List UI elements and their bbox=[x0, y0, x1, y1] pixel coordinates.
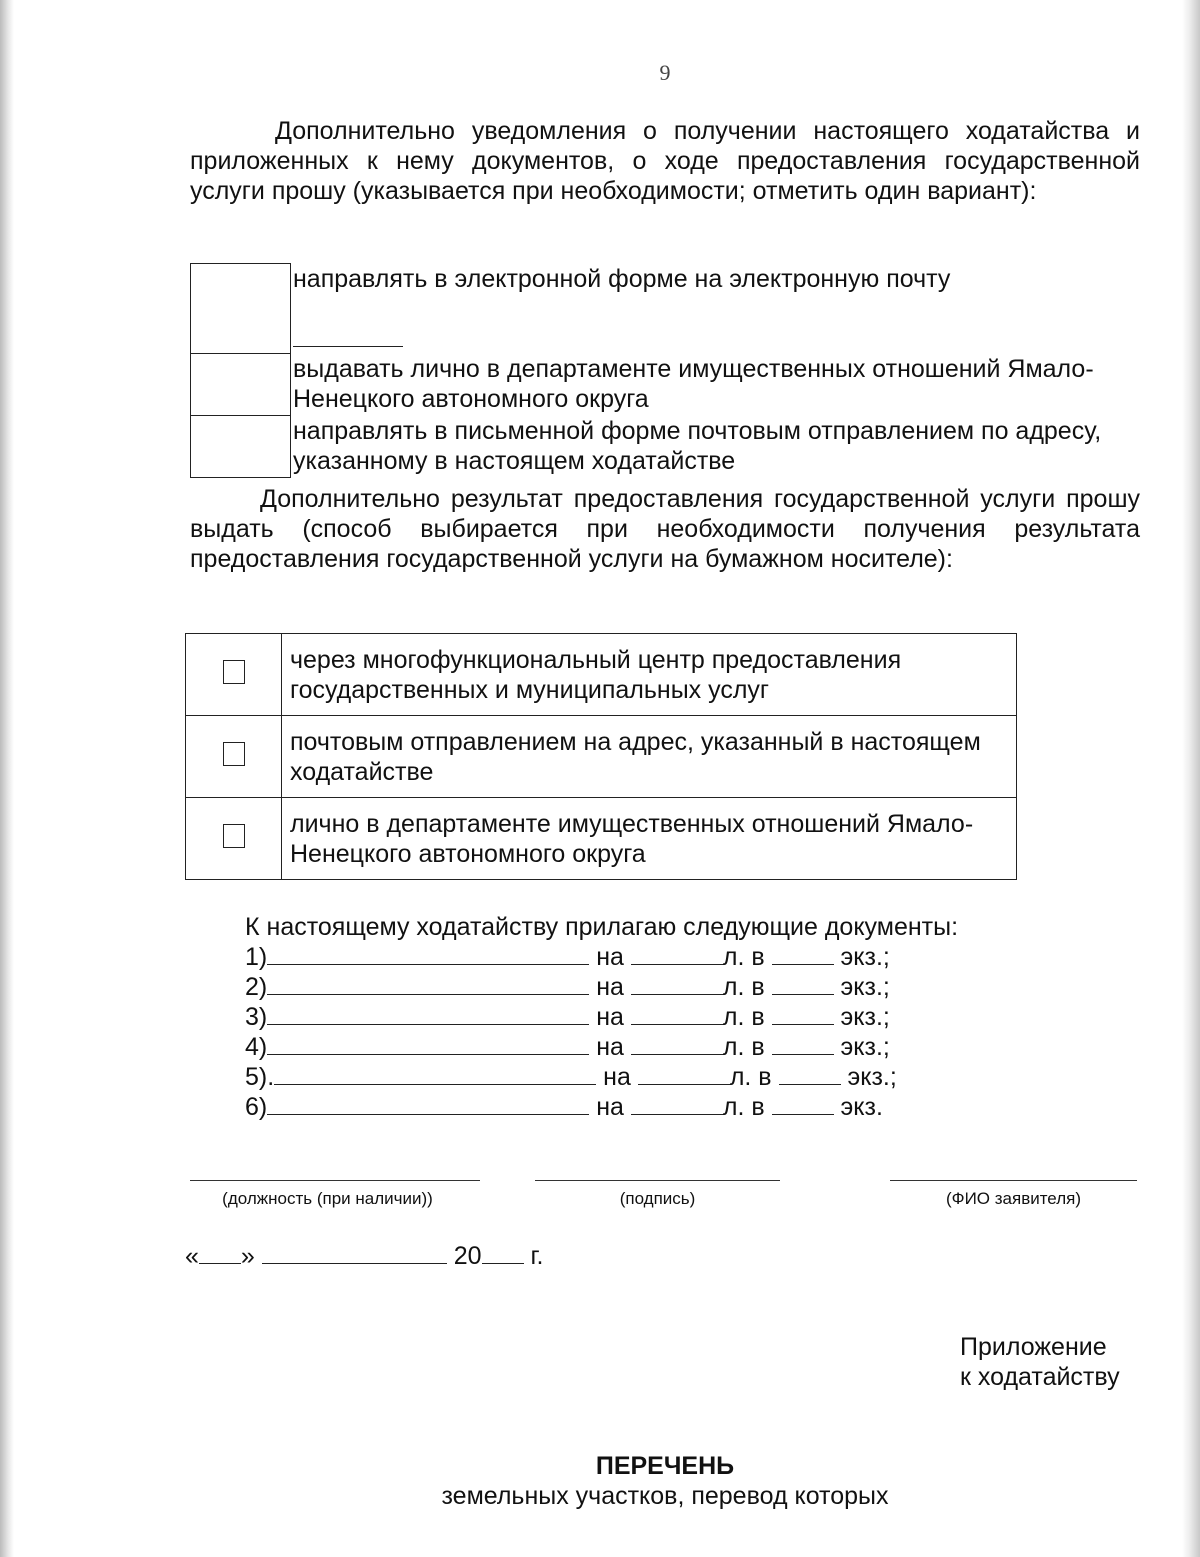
attachment-number: 2) bbox=[245, 973, 268, 1001]
copies-blank[interactable] bbox=[779, 1064, 841, 1085]
document-name-blank[interactable] bbox=[274, 1064, 596, 1085]
attachment-number: 1) bbox=[245, 943, 268, 971]
copies-blank[interactable] bbox=[772, 1094, 834, 1115]
attachment-sheets-label: л. в bbox=[722, 1093, 765, 1121]
appendix-line: Приложение bbox=[960, 1333, 1107, 1361]
result-intro: Дополнительно результат предоставления государственной услуги прошу выдать (способ выбирается при необходимости получения результата предоставления государственной услуги на бумажном носителе): bbox=[190, 485, 1140, 573]
attachment-row bbox=[245, 1032, 890, 1062]
attachment-sheets-label: л. в bbox=[722, 1003, 765, 1031]
copies-blank[interactable] bbox=[772, 974, 834, 995]
attachment-na: на bbox=[596, 943, 624, 971]
attachment-row bbox=[245, 1002, 890, 1032]
year-prefix: 20 bbox=[453, 1242, 482, 1270]
position-label: (должность (при наличии)) bbox=[222, 1189, 433, 1208]
attachment-na: на bbox=[596, 1003, 624, 1031]
sheets-blank[interactable] bbox=[631, 944, 723, 965]
checkbox[interactable] bbox=[223, 660, 245, 684]
name-label: (ФИО заявителя) bbox=[945, 1189, 1081, 1208]
appendix-caption bbox=[960, 1332, 1120, 1392]
list-subtitle: земельных участков, перевод которых bbox=[441, 1482, 889, 1510]
result-option bbox=[186, 634, 1017, 716]
attachment-number: 4) bbox=[245, 1033, 268, 1061]
result-options-table bbox=[185, 633, 1017, 880]
notification-option-checkbox[interactable] bbox=[191, 416, 291, 478]
document-name-blank[interactable] bbox=[267, 1004, 589, 1025]
sheets-blank[interactable] bbox=[631, 1004, 723, 1025]
notification-option-checkbox[interactable] bbox=[191, 264, 291, 354]
date-open-quote: « bbox=[185, 1242, 199, 1270]
notification-option-checkbox[interactable] bbox=[191, 354, 291, 416]
document-name-blank[interactable] bbox=[267, 1094, 589, 1115]
copies-blank[interactable] bbox=[772, 1034, 834, 1055]
signature-line[interactable] bbox=[535, 1180, 780, 1181]
attachment-sheets-label: л. в bbox=[729, 1063, 772, 1091]
result-option bbox=[186, 716, 1017, 798]
name-line[interactable] bbox=[890, 1180, 1137, 1181]
result-option-label: лично в департаменте имущественных отношений Ямало-Ненецкого автономного округа bbox=[282, 798, 1017, 880]
notification-option bbox=[191, 354, 1144, 416]
notification-option-label: направлять в письменной форме почтовым отправлением по адресу, указанному в настоящем ходатайстве bbox=[291, 416, 1144, 478]
document-name-blank[interactable] bbox=[267, 974, 589, 995]
attachment-na: на bbox=[596, 973, 624, 1001]
attachment-sheets-label: л. в bbox=[722, 1033, 765, 1061]
notification-intro: Дополнительно уведомления о получении настоящего ходатайства и приложенных к нему документов, о ходе предоставления государственной услуги прошу (указывается при необходимости; отметить один вариант): bbox=[190, 117, 1140, 205]
notification-option-label: выдавать лично в департаменте имущественных отношений Ямало-Ненецкого автономного округа bbox=[291, 354, 1144, 416]
copies-blank[interactable] bbox=[772, 1004, 834, 1025]
appendix-line: к ходатайству bbox=[960, 1363, 1120, 1391]
date-line bbox=[185, 1242, 544, 1271]
attachments-heading: К настоящему ходатайству прилагаю следующие документы: bbox=[245, 913, 959, 941]
attachment-number: 3) bbox=[245, 1003, 268, 1031]
attachment-na: на bbox=[596, 1093, 624, 1121]
result-option-label: через многофункциональный центр предоставления государственных и муниципальных услуг bbox=[282, 634, 1017, 716]
result-option bbox=[186, 798, 1017, 880]
attachment-copies-label: экз.; bbox=[840, 973, 890, 1001]
email-blank-line[interactable] bbox=[293, 346, 403, 347]
scan-edge-left bbox=[0, 0, 14, 1557]
year-blank[interactable] bbox=[482, 1243, 524, 1264]
month-blank[interactable] bbox=[262, 1243, 447, 1264]
attachment-copies-label: экз.; bbox=[840, 1033, 890, 1061]
document-name-blank[interactable] bbox=[267, 944, 589, 965]
attachment-row bbox=[245, 972, 890, 1002]
sheets-blank[interactable] bbox=[631, 974, 723, 995]
sheets-blank[interactable] bbox=[638, 1064, 730, 1085]
attachment-copies-label: экз. bbox=[840, 1093, 883, 1121]
attachment-na: на bbox=[603, 1063, 631, 1091]
year-suffix: г. bbox=[530, 1242, 544, 1270]
page-number: 9 bbox=[659, 60, 671, 85]
attachment-copies-label: экз.; bbox=[847, 1063, 897, 1091]
result-option-label: почтовым отправлением на адрес, указанный в настоящем ходатайстве bbox=[282, 716, 1017, 798]
notification-option bbox=[191, 264, 1144, 354]
attachment-row bbox=[245, 1062, 897, 1092]
sheets-blank[interactable] bbox=[631, 1034, 723, 1055]
signature-label: (подпись) bbox=[619, 1189, 696, 1208]
sheets-blank[interactable] bbox=[631, 1094, 723, 1115]
attachment-na: на bbox=[596, 1033, 624, 1061]
attachment-number: 6) bbox=[245, 1093, 268, 1121]
scan-edge-right bbox=[1182, 0, 1200, 1557]
attachment-row bbox=[245, 1092, 883, 1122]
notification-option-label: направлять в электронной форме на электронную почту bbox=[293, 264, 951, 293]
notification-option bbox=[191, 416, 1144, 478]
attachment-number: 5). bbox=[245, 1063, 275, 1091]
day-blank[interactable] bbox=[199, 1243, 241, 1264]
attachment-sheets-label: л. в bbox=[722, 943, 765, 971]
date-close-quote: » bbox=[240, 1242, 255, 1270]
list-title: ПЕРЕЧЕНЬ bbox=[595, 1452, 735, 1480]
attachment-copies-label: экз.; bbox=[840, 1003, 890, 1031]
checkbox[interactable] bbox=[223, 742, 245, 766]
attachment-copies-label: экз.; bbox=[840, 943, 890, 971]
position-line[interactable] bbox=[190, 1180, 480, 1181]
document-name-blank[interactable] bbox=[267, 1034, 589, 1055]
copies-blank[interactable] bbox=[772, 944, 834, 965]
checkbox[interactable] bbox=[223, 824, 245, 848]
notification-options-table bbox=[190, 263, 1143, 478]
attachment-sheets-label: л. в bbox=[722, 973, 765, 1001]
attachment-row bbox=[245, 942, 890, 972]
